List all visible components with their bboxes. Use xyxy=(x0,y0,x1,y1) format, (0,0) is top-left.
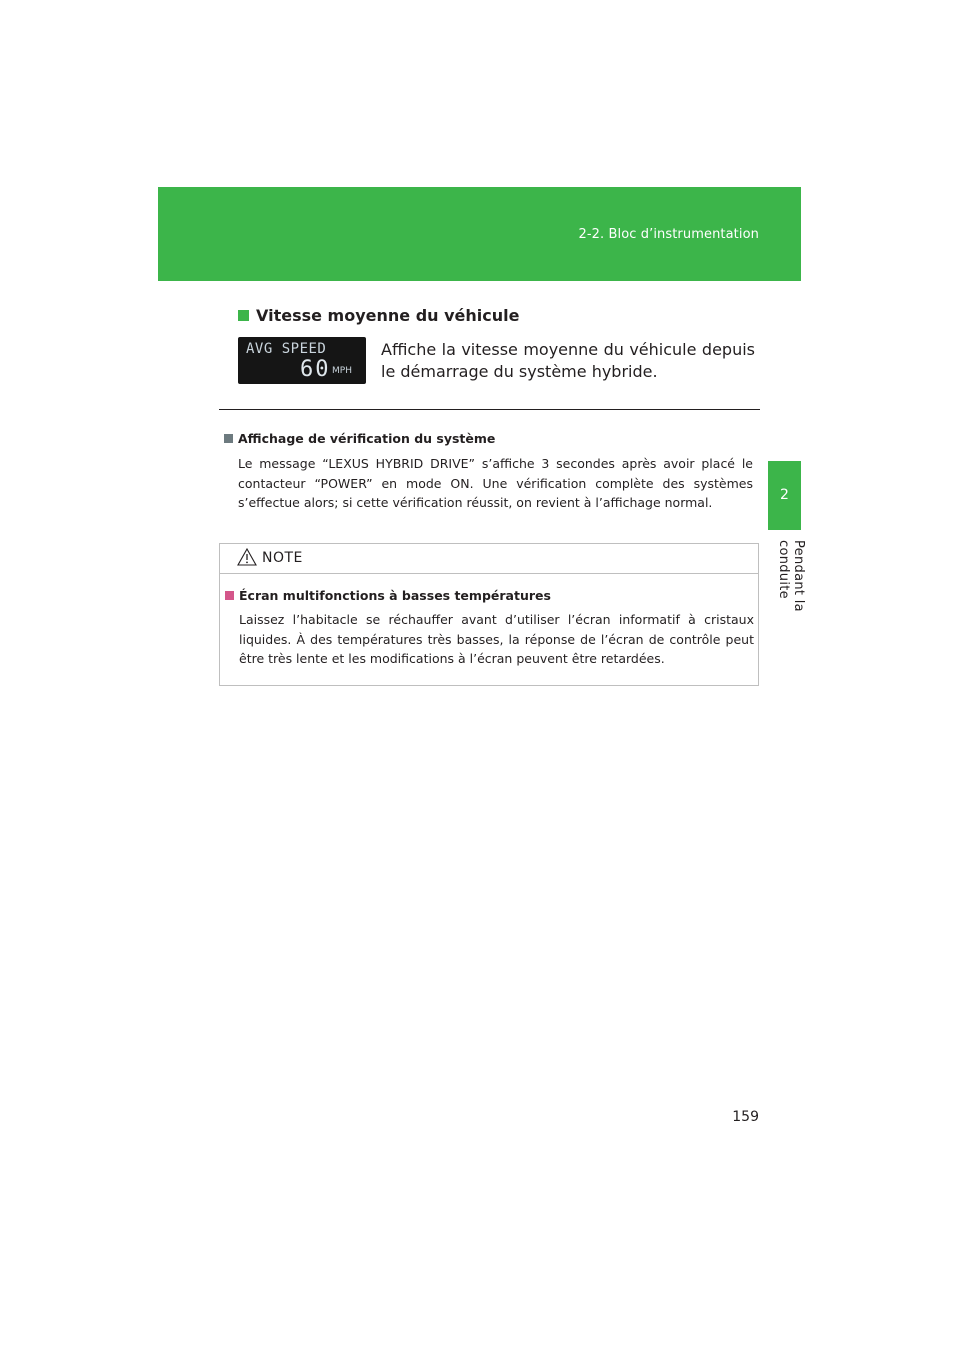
warning-triangle-icon xyxy=(237,548,257,566)
avg-speed-display xyxy=(238,337,366,384)
note-header xyxy=(220,544,758,574)
avg-speed-description: Affiche la vitesse moyenne du véhicule depuis le démarrage du système hybride. xyxy=(381,340,755,381)
system-check-body: Le message “LEXUS HYBRID DRIVE” s’affiche 3 secondes après avoir placé le contacteur “POWER” en mode ON. Une vérification complète des systèmes s’effectue alors; si cette vérification réussit, on revient à l’affichage normal. xyxy=(238,456,753,510)
note-heading-text: Écran multifonctions à basses températures xyxy=(239,588,551,603)
system-check-heading-text: Affichage de vérification du système xyxy=(238,431,496,446)
chapter-label: Pendant la conduite xyxy=(776,540,806,612)
pink-square-bullet-icon xyxy=(225,591,234,600)
header-band xyxy=(158,187,801,281)
display-value: 60 xyxy=(300,357,331,382)
system-check-heading xyxy=(224,431,495,446)
display-unit: MPH xyxy=(332,366,352,376)
note-heading xyxy=(225,588,551,603)
note-title: NOTE xyxy=(262,550,303,566)
chapter-number: 2 xyxy=(780,487,789,503)
green-square-bullet-icon xyxy=(238,310,249,321)
chapter-label-wrap xyxy=(776,540,806,670)
display-label: AVG SPEED xyxy=(246,341,327,357)
chapter-tab xyxy=(768,461,801,530)
note-box xyxy=(219,543,759,686)
gray-square-bullet-icon xyxy=(224,434,233,443)
note-body: Laissez l’habitacle se réchauffer avant d’utiliser l’écran informatif à cristaux liquides. À des températures très basses, la réponse de l’écran de contrôle peut être très lente et les modifications à l’écran peuvent être retardées. xyxy=(239,612,754,666)
divider xyxy=(219,409,760,410)
avg-speed-heading xyxy=(238,306,519,325)
section-title: 2-2. Bloc d’instrumentation xyxy=(578,227,759,242)
page-number: 159 xyxy=(732,1109,759,1125)
avg-speed-heading-text: Vitesse moyenne du véhicule xyxy=(256,306,520,325)
